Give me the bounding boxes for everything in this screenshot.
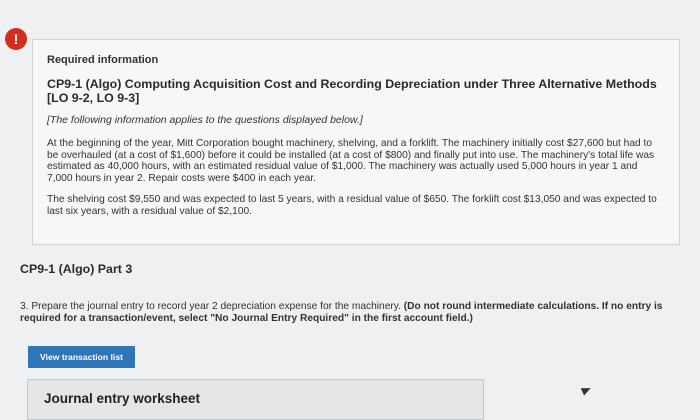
question-text xyxy=(20,301,680,325)
journal-entry-worksheet-title: Journal entry worksheet xyxy=(44,391,201,406)
required-information-panel xyxy=(32,39,680,245)
alert-icon: ! xyxy=(5,28,27,50)
problem-title: CP9-1 (Algo) Computing Acquisition Cost and Recording Depreciation under Three Alternative Methods [LO 9-2, LO 9-3] xyxy=(47,77,657,105)
required-information-label: Required information xyxy=(47,54,159,66)
question-main: 3. Prepare the journal entry to record year 2 depreciation expense for the machinery. xyxy=(20,301,404,312)
mouse-cursor-icon xyxy=(581,384,593,395)
journal-entry-worksheet-panel[interactable] xyxy=(27,379,484,420)
instruction-note: [The following information applies to the questions displayed below.] xyxy=(47,114,363,126)
problem-paragraph-1: At the beginning of the year, Mitt Corporation bought machinery, shelving, and a forklift. The machinery initially cost $27,600 but had to be overhauled (at a cost of $1,600) before it could be installed (at a cost of $800) and finally put into use. The machinery's total life was estimated as 40,000 hours, with an estimated residual value of $1,000. The machinery was actually used 5,000 hours in year 1 and 7,000 hours in year 2. Repair costs were $400 in each year. xyxy=(47,138,655,184)
question-instructions: (Do not round intermediate calculations. If no entry is required for a transaction/event, select "No Journal Entry Required" in the first account field.) xyxy=(20,301,663,324)
view-transaction-list-button[interactable]: View transaction list xyxy=(28,346,135,368)
part-title: CP9-1 (Algo) Part 3 xyxy=(20,262,133,276)
problem-paragraph-2: The shelving cost $9,550 and was expected to last 5 years, with a residual value of $650. The forklift cost $13,050 and was expected to last six years, with a residual value of $2,100. xyxy=(47,194,657,217)
